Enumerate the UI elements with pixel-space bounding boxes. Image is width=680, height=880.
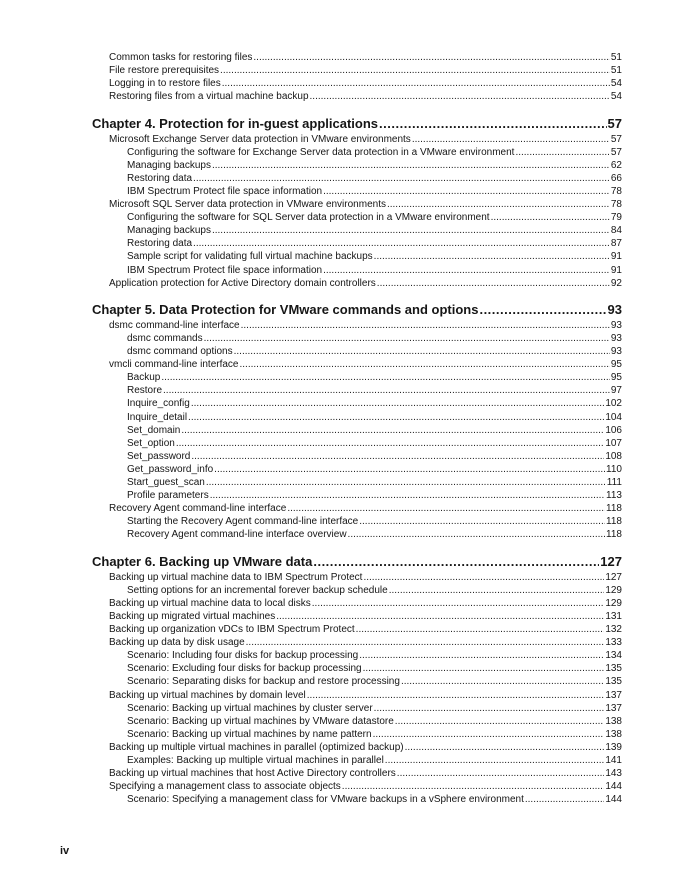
toc-entry-title: Chapter 6. Backing up VMware data <box>92 553 313 569</box>
dot-leader <box>241 319 610 332</box>
dot-leader <box>395 715 605 728</box>
toc-entry[interactable] <box>92 675 622 688</box>
toc-entry-title: Scenario: Separating disks for backup and restore processing <box>127 676 400 688</box>
dot-leader <box>377 277 610 290</box>
toc-entry-title: Restoring files from a virtual machine backup <box>109 91 309 103</box>
toc-entry-title: Restoring data <box>127 238 193 250</box>
dot-leader <box>287 502 605 515</box>
toc-entry[interactable] <box>92 528 622 541</box>
toc-entry[interactable] <box>92 424 622 437</box>
toc-entry[interactable] <box>92 728 622 741</box>
toc-entry[interactable] <box>92 649 622 662</box>
toc-entry-page: 107 <box>605 437 622 449</box>
toc-entry[interactable] <box>92 571 622 584</box>
toc-entry-page: 95 <box>610 359 622 371</box>
toc-entry-title: Backing up organization vDCs to IBM Spectrum Protect <box>109 624 355 636</box>
toc-entry-title: Inquire_detail <box>127 411 188 423</box>
toc-entry-page: 104 <box>605 411 622 423</box>
toc-entry[interactable] <box>92 397 622 410</box>
toc-entry-page: 129 <box>605 597 622 609</box>
toc-entry-title: Starting the Recovery Agent command-line interface <box>127 516 359 528</box>
toc-entry-page: 133 <box>605 637 622 649</box>
toc-entry-title: Restoring data <box>127 172 193 184</box>
toc-entry-title: Scenario: Specifying a management class for VMware backups in a vSphere environment <box>127 794 524 806</box>
toc-entry-title: Chapter 4. Protection for in-guest applications <box>92 115 379 131</box>
toc-entry[interactable] <box>92 715 622 728</box>
toc-entry-title: Configuring the software for Exchange Server data protection in a VMware environment <box>127 146 515 158</box>
toc-entry-title: Backing up virtual machine data to IBM Spectrum Protect <box>109 571 363 583</box>
toc-entry[interactable] <box>92 185 622 198</box>
dot-leader <box>323 185 610 198</box>
toc-entry[interactable] <box>92 741 622 754</box>
toc-entry[interactable] <box>92 90 622 103</box>
dot-leader <box>412 133 610 146</box>
toc-entry-page: 118 <box>606 503 622 515</box>
toc-entry-page: 111 <box>606 477 622 488</box>
toc-entry-title: Set_option <box>127 437 175 449</box>
toc-entry-page: 127 <box>605 571 622 583</box>
toc-entry-page: 57 <box>610 146 622 158</box>
toc-entry-title: Examples: Backing up multiple virtual machines in parallel <box>127 754 384 766</box>
toc-entry[interactable] <box>92 77 622 90</box>
toc-entry[interactable] <box>92 224 622 237</box>
dot-leader <box>212 224 610 237</box>
toc-entry[interactable] <box>92 277 622 290</box>
dot-leader <box>363 662 605 675</box>
dot-leader <box>525 793 604 806</box>
toc-entry[interactable] <box>92 502 622 515</box>
dot-leader <box>193 237 610 250</box>
toc-entry[interactable] <box>92 133 622 146</box>
dot-leader <box>212 159 610 172</box>
toc-entry-page: 110 <box>606 463 622 475</box>
toc-entry-page: 57 <box>607 115 622 131</box>
chapter-spacer <box>92 290 622 301</box>
dot-leader <box>161 371 610 384</box>
toc-entry-page: 92 <box>610 277 622 289</box>
toc-chapter-entry[interactable] <box>92 115 622 133</box>
toc-entry-title: Backup <box>127 372 161 384</box>
toc-entry-page: 87 <box>610 238 622 250</box>
toc-entry-page: 79 <box>610 212 622 224</box>
toc-entry-title: Start_guest_scan <box>127 477 205 488</box>
toc-entry-page: 91 <box>610 264 622 276</box>
toc-entry-title: IBM Spectrum Protect file space information <box>127 264 323 276</box>
toc-entry-title: Restore <box>127 385 163 397</box>
dot-leader <box>310 90 610 103</box>
toc-entry-page: 84 <box>610 225 622 237</box>
dot-leader <box>363 571 604 584</box>
toc-entry-page: 78 <box>610 185 622 197</box>
toc-entry-title: Backing up virtual machine data to local disks <box>109 597 311 609</box>
toc-entry-page: 78 <box>610 199 622 211</box>
dot-leader <box>176 437 604 450</box>
toc-entry-page: 51 <box>610 65 622 77</box>
toc-entry-title: Scenario: Backing up virtual machines by cluster server <box>127 702 373 714</box>
dot-leader <box>374 702 605 715</box>
toc-entry[interactable] <box>92 198 622 211</box>
toc-entry-title: Backing up virtual machines by domain level <box>109 689 306 701</box>
toc-entry-page: 93 <box>610 346 622 358</box>
toc-entry[interactable] <box>92 702 622 715</box>
dot-leader <box>188 411 604 424</box>
toc-entry[interactable] <box>92 211 622 224</box>
toc-entry-page: 62 <box>610 159 622 171</box>
toc-entry-title: Microsoft Exchange Server data protection in VMware environments <box>109 133 411 145</box>
toc-entry-title: Sample script for validating full virtual machine backups <box>127 251 373 263</box>
toc-entry-page: 139 <box>605 741 622 753</box>
toc-entry-page: 118 <box>606 529 622 541</box>
dot-leader <box>348 528 606 541</box>
toc-entry-page: 93 <box>610 332 622 344</box>
toc-entry-page: 106 <box>605 424 622 436</box>
chapter-spacer <box>92 541 622 552</box>
dot-leader <box>491 211 610 224</box>
toc-entry-title: IBM Spectrum Protect file space information <box>127 185 323 197</box>
toc-entry-title: Scenario: Excluding four disks for backup processing <box>127 663 362 675</box>
toc-entry[interactable] <box>92 636 622 649</box>
toc-entry-page: 108 <box>605 450 622 462</box>
chapter-spacer <box>92 103 622 114</box>
toc-entry-page: 66 <box>610 172 622 184</box>
toc-entry-page: 95 <box>610 372 622 384</box>
toc-entry-page: 135 <box>605 663 622 675</box>
toc-entry[interactable] <box>92 264 622 277</box>
toc-entry[interactable] <box>92 584 622 597</box>
dot-leader <box>214 463 605 476</box>
toc-entry-page: 138 <box>605 715 622 727</box>
toc-entry-page: 144 <box>605 794 622 806</box>
dot-leader <box>387 198 610 211</box>
toc-entry[interactable] <box>92 780 622 793</box>
toc-entry[interactable] <box>92 489 622 502</box>
dot-leader <box>191 450 604 463</box>
toc-entry-title: Set_password <box>127 450 191 462</box>
toc-entry-title: Profile parameters <box>127 490 209 502</box>
toc-entry-title: File restore prerequisites <box>109 65 220 77</box>
toc-entry-page: 102 <box>605 398 622 410</box>
toc-entry[interactable] <box>92 610 622 623</box>
toc-entry-page: 134 <box>605 650 622 662</box>
dot-leader <box>323 264 610 277</box>
dot-leader <box>373 728 605 741</box>
toc-entry[interactable] <box>92 332 622 345</box>
toc-entry[interactable] <box>92 319 622 332</box>
toc-entry-title: Recovery Agent command-line interface <box>109 503 287 515</box>
toc-entry-page: 54 <box>610 91 622 103</box>
page-number: iv <box>60 845 70 857</box>
dot-leader <box>181 424 604 437</box>
toc-entry[interactable] <box>92 623 622 636</box>
toc-entry[interactable] <box>92 662 622 675</box>
toc-entry-title: dsmc command-line interface <box>109 319 240 331</box>
toc-entry-page: 138 <box>605 728 622 740</box>
dot-leader <box>193 172 610 185</box>
dot-leader <box>356 623 605 636</box>
dot-leader <box>276 610 604 623</box>
toc-entry-page: 93 <box>610 319 622 331</box>
toc-entry[interactable] <box>92 411 622 424</box>
dot-leader <box>206 476 606 489</box>
toc-entry[interactable] <box>92 371 622 384</box>
toc-entry[interactable] <box>92 515 622 528</box>
dot-leader <box>240 358 610 371</box>
toc-entry[interactable] <box>92 250 622 263</box>
toc-entry-page: 97 <box>610 385 622 397</box>
toc-entry-title: Scenario: Including four disks for backup processing <box>127 650 359 662</box>
toc-entry-title: dsmc commands <box>127 332 203 344</box>
toc-entry[interactable] <box>92 345 622 358</box>
dot-leader <box>342 780 605 793</box>
toc-entry-page: 137 <box>605 702 622 714</box>
table-of-contents <box>92 51 622 806</box>
toc-entry-title: Setting options for an incremental forever backup schedule <box>127 584 388 596</box>
dot-leader <box>222 77 610 90</box>
dot-leader <box>246 636 605 649</box>
toc-entry[interactable] <box>92 793 622 806</box>
toc-entry-title: dsmc command options <box>127 346 233 358</box>
toc-entry-title: Inquire_config <box>127 398 190 410</box>
toc-entry-title: Microsoft SQL Server data protection in VMware environments <box>109 199 386 211</box>
toc-entry-title: Specifying a management class to associate objects <box>109 781 341 793</box>
toc-entry-page: 132 <box>605 624 622 636</box>
toc-entry-title: Scenario: Backing up virtual machines by VMware datastore <box>127 715 394 727</box>
toc-chapter-entry[interactable] <box>92 553 622 571</box>
toc-entry-title: Application protection for Active Directory domain controllers <box>109 277 376 289</box>
toc-entry-title: Recovery Agent command-line interface overview <box>127 529 347 541</box>
dot-leader <box>210 489 605 502</box>
toc-entry-page: 127 <box>600 553 622 569</box>
toc-entry-page: 51 <box>610 52 622 63</box>
toc-entry-title: Backing up migrated virtual machines <box>109 610 276 622</box>
dot-leader <box>234 345 610 358</box>
toc-entry[interactable] <box>92 358 622 371</box>
toc-entry-page: 57 <box>610 133 622 145</box>
toc-entry-page: 118 <box>606 516 622 528</box>
toc-entry[interactable] <box>92 64 622 77</box>
dot-leader <box>385 754 605 767</box>
dot-leader <box>191 397 604 410</box>
dot-leader <box>389 584 605 597</box>
toc-entry-page: 137 <box>605 689 622 701</box>
toc-entry-page: 113 <box>606 490 622 502</box>
toc-entry-page: 144 <box>605 781 622 793</box>
toc-entry-page: 131 <box>605 610 622 622</box>
toc-entry-title: Managing backups <box>127 159 211 171</box>
toc-entry-title: Backing up multiple virtual machines in parallel (optimized backup) <box>109 741 404 753</box>
toc-entry-title: Common tasks for restoring files <box>109 52 253 63</box>
toc-entry-page: 143 <box>605 768 622 780</box>
toc-entry[interactable] <box>92 51 622 64</box>
toc-entry-title: Get_password_info <box>127 463 214 475</box>
toc-entry-page: 135 <box>605 676 622 688</box>
toc-entry[interactable] <box>92 754 622 767</box>
dot-leader <box>313 553 599 571</box>
dot-leader <box>359 515 605 528</box>
dot-leader <box>379 115 606 133</box>
dot-leader <box>397 767 605 780</box>
dot-leader <box>163 384 610 397</box>
toc-entry-title: Logging in to restore files <box>109 78 221 90</box>
toc-entry[interactable] <box>92 767 622 780</box>
toc-entry-page: 54 <box>610 78 622 90</box>
dot-leader <box>359 649 604 662</box>
toc-entry[interactable] <box>92 597 622 610</box>
toc-entry-title: Chapter 5. Data Protection for VMware commands and options <box>92 301 479 317</box>
toc-entry-page: 129 <box>605 584 622 596</box>
dot-leader <box>253 51 609 64</box>
dot-leader <box>401 675 604 688</box>
dot-leader <box>405 741 605 754</box>
toc-entry-title: vmcli command-line interface <box>109 359 239 371</box>
toc-entry-title: Backing up data by disk usage <box>109 637 245 649</box>
toc-entry-title: Set_domain <box>127 424 181 436</box>
dot-leader <box>312 597 605 610</box>
toc-entry-page: 141 <box>605 754 622 766</box>
toc-entry[interactable] <box>92 463 622 476</box>
toc-entry[interactable] <box>92 450 622 463</box>
toc-entry-title: Scenario: Backing up virtual machines by name pattern <box>127 728 372 740</box>
toc-entry[interactable] <box>92 237 622 250</box>
toc-entry-title: Managing backups <box>127 225 211 237</box>
toc-entry[interactable] <box>92 146 622 159</box>
toc-chapter-entry[interactable] <box>92 301 622 319</box>
toc-entry[interactable] <box>92 172 622 185</box>
dot-leader <box>204 332 610 345</box>
dot-leader <box>220 64 610 77</box>
toc-entry[interactable] <box>92 437 622 450</box>
toc-entry[interactable] <box>92 384 622 397</box>
toc-entry[interactable] <box>92 689 622 702</box>
dot-leader <box>515 146 609 159</box>
toc-entry[interactable] <box>92 159 622 172</box>
dot-leader <box>479 301 606 319</box>
toc-entry-page: 91 <box>610 251 622 263</box>
toc-entry-title: Backing up virtual machines that host Active Directory controllers <box>109 768 396 780</box>
dot-leader <box>307 689 605 702</box>
dot-leader <box>374 250 610 263</box>
toc-entry-page: 93 <box>607 301 622 317</box>
toc-entry-title: Configuring the software for SQL Server data protection in a VMware environment <box>127 212 490 224</box>
toc-entry[interactable] <box>92 476 622 489</box>
